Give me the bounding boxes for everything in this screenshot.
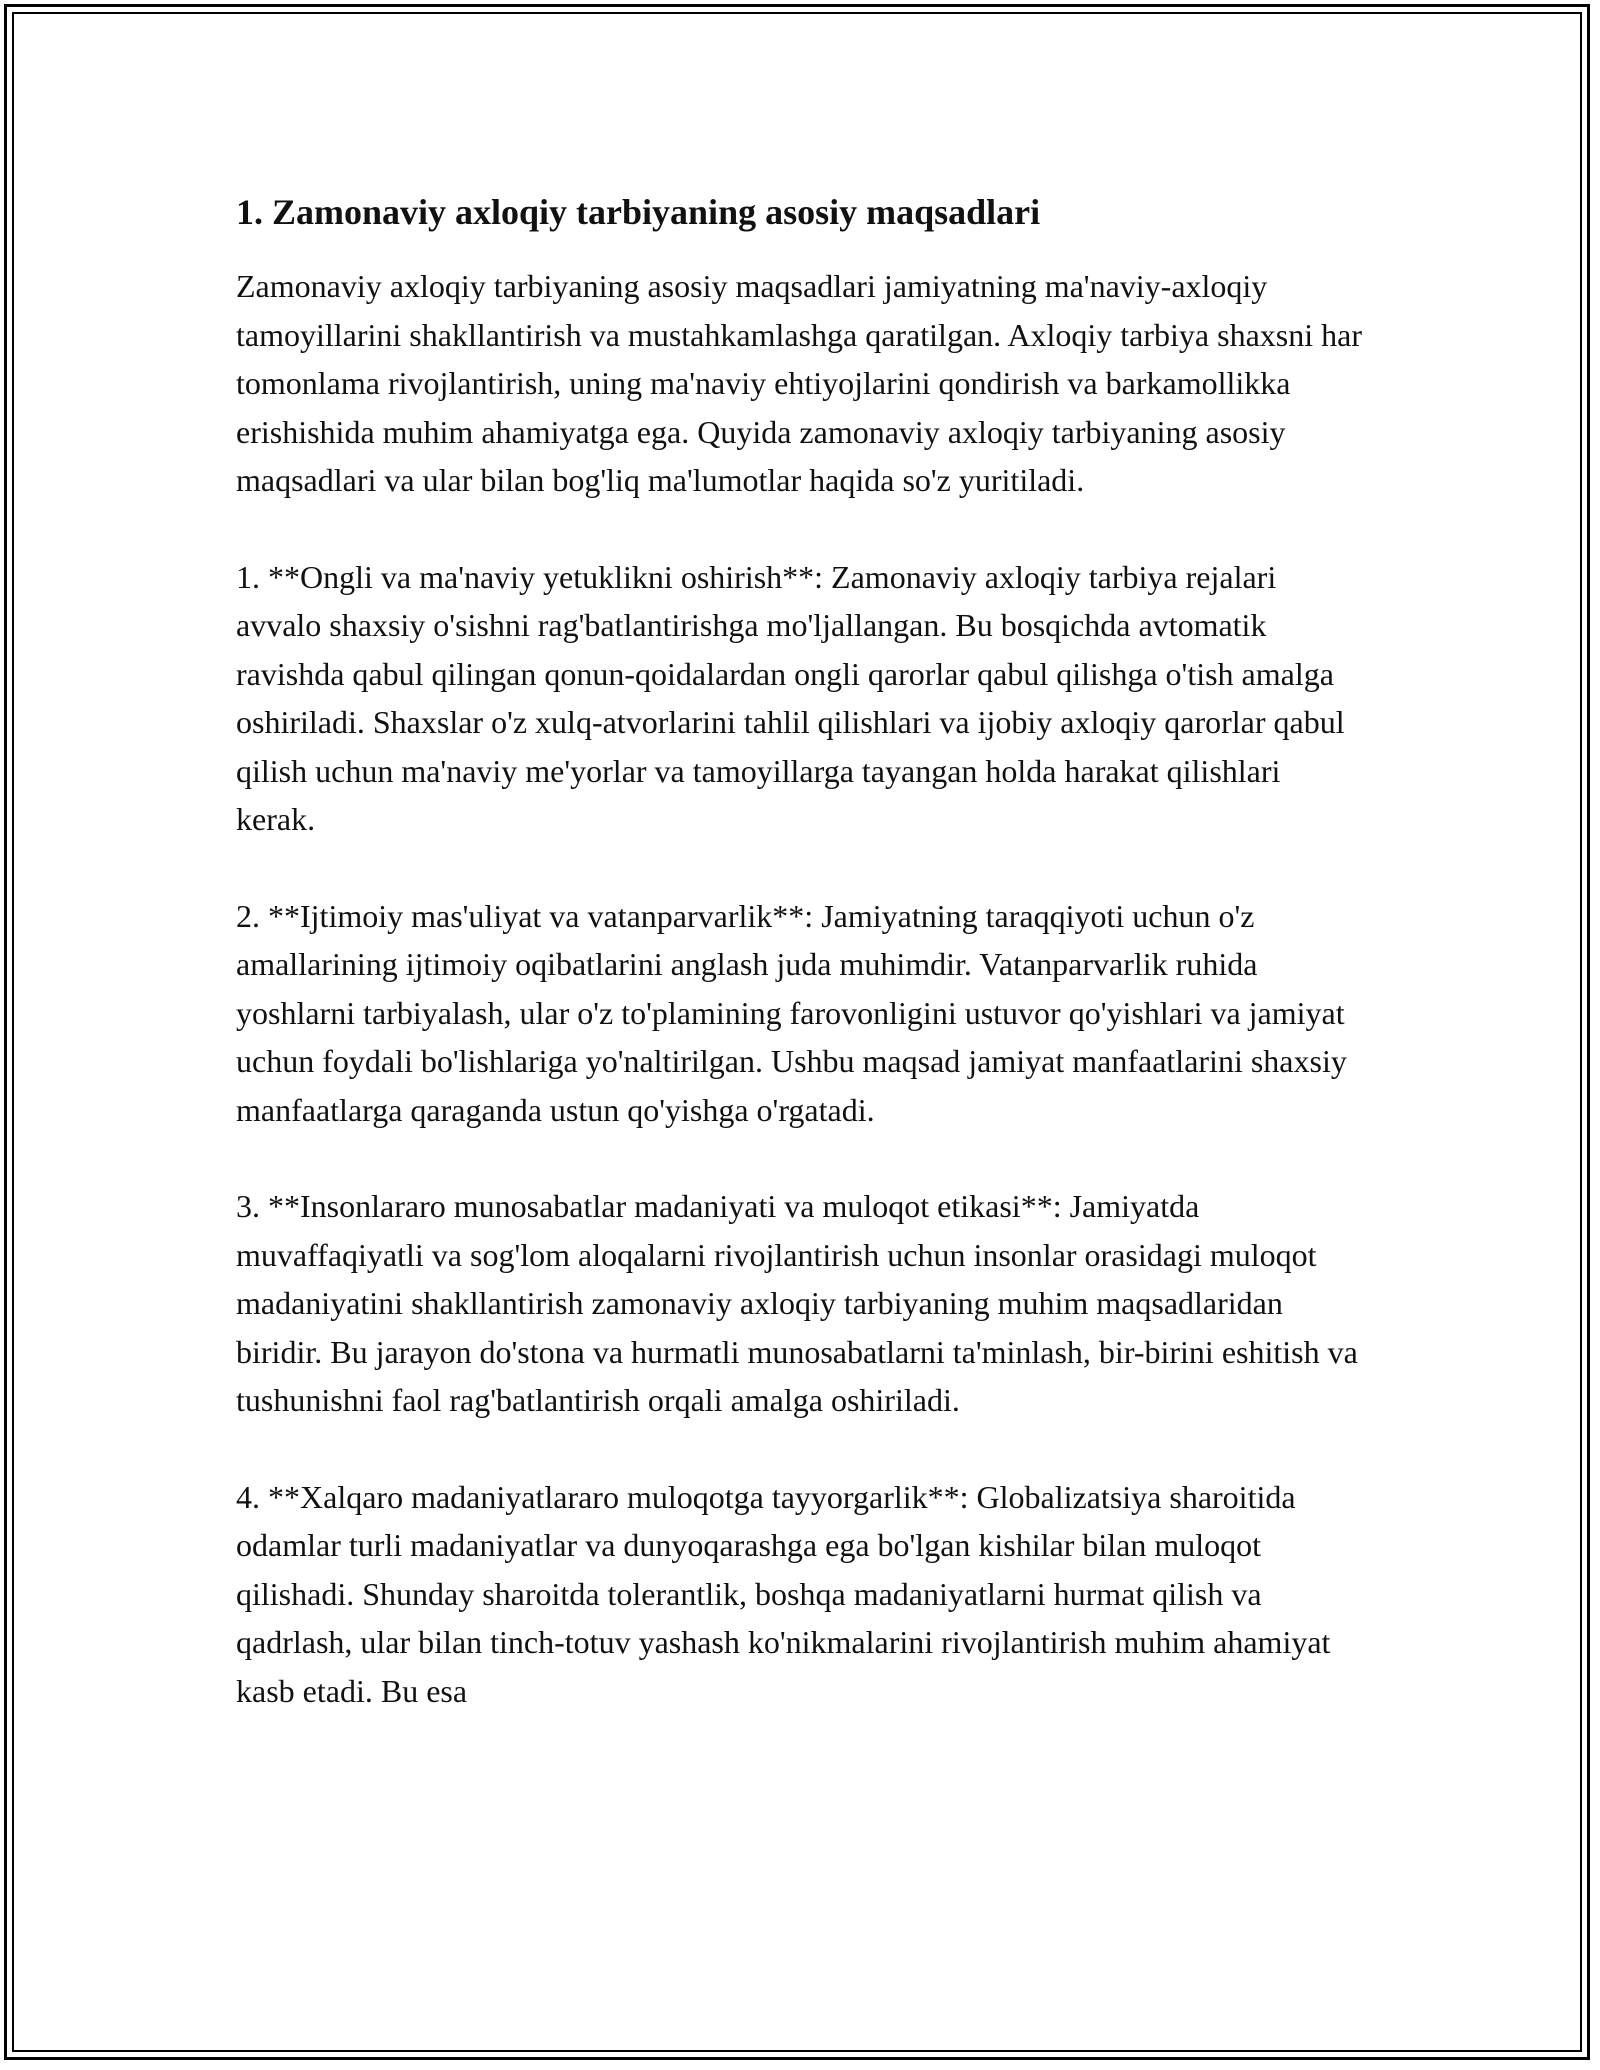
paragraph-item-4: 4. **Xalqaro madaniyatlararo muloqotga tayyorgarlik**: Globalizatsiya sharoitida odamlar turli madaniyatlar va dunyoqarashga ega bo'lgan kishilar bilan muloqot qilishadi. Shunday sharoitda tolerantlik, boshqa madaniyatlarni hurmat qilish va qadrlash, ular bilan tinch-totuv yashash ko'nikmalarini rivojlantirish muhim ahamiyat kasb etadi. Bu esa [236, 1478, 1331, 1709]
document-title: 1. Zamonaviy axloqiy tarbiyaning asosiy maqsadlari [236, 192, 1041, 232]
intro-paragraph: Zamonaviy axloqiy tarbiyaning asosiy maqsadlari jamiyatning ma'naviy-axloqiy tamoyillarini shakllantirish va mustahkamlashga qaratilgan. Axloqiy tarbiya shaxsni har tomonlama rivojlantirish, uning ma'naviy ehtiyojlarini qondirish va barkamollikka erishishida muhim ahamiyatga ega. Quyida zamonaviy axloqiy tarbiyaning asosiy maqsadlari va ular bilan bog'liq ma'lumotlar haqida so'z yuritiladi. [236, 268, 1362, 498]
paragraph-item-1: 1. **Ongli va ma'naviy yetuklikni oshirish**: Zamonaviy axloqiy tarbiya rejalari avvalo shaxsiy o'sishni rag'batlantirishga mo'ljallangan. Bu bosqichda avtomatik ravishda qabul qilingan qonun-qoidalardan ongli qarorlar qabul qilishga o'tish amalga oshiriladi. Shaxslar o'z xulq-atvorlarini tahlil qilishlari va ijobiy axloqiy qarorlar qabul qilish uchun ma'naviy me'yorlar va tamoyillarga tayangan holda harakat qilishlari kerak. [236, 558, 1345, 837]
document-body [236, 188, 1366, 1763]
paragraph-item-3: 3. **Insonlararo munosabatlar madaniyati va muloqot etikasi**: Jamiyatda muvaffaqiyatli va sog'lom aloqalarni rivojlantirish uchun insonlar orasidagi muloqot madaniyatini shakllantirish zamonaviy axloqiy tarbiyaning muhim maqsadlaridan biridir. Bu jarayon do'stona va hurmatli munosabatlarni ta'minlash, bir-birini eshitish va tushunishni faol rag'batlantirish orqali amalga oshiriladi. [236, 1188, 1358, 1418]
paragraph-item-2: 2. **Ijtimoiy mas'uliyat va vatanparvarlik**: Jamiyatning taraqqiyoti uchun o'z amallarining ijtimoiy oqibatlarini anglash juda muhimdir. Vatanparvarlik ruhida yoshlarni tarbiyalash, ular o'z to'plamining farovonligini ustuvor qo'yishlari va jamiyat uchun foydali bo'lishlariga yo'naltirilgan. Ushbu maqsad jamiyat manfaatlarini shaxsiy manfaatlarga qaraganda ustun qo'yishga o'rgatadi. [236, 897, 1347, 1128]
